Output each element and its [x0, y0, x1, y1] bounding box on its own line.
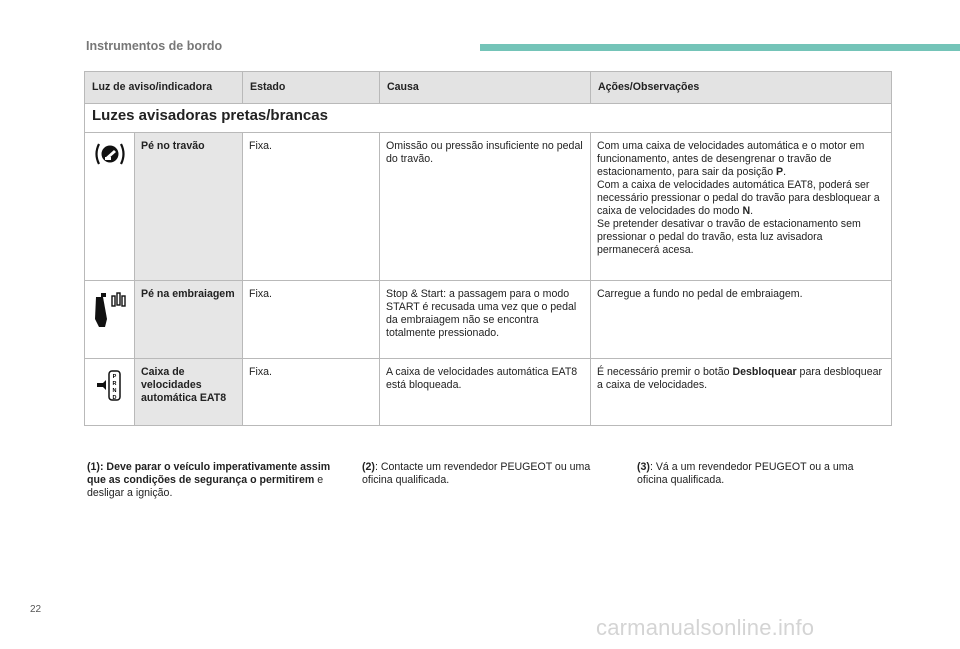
section-accent-bar — [480, 44, 960, 51]
light-name: Pé no travão — [135, 133, 243, 281]
column-header-light: Luz de aviso/indicadora — [85, 72, 243, 104]
action-text: Com a caixa de velocidades automática EAT8, poderá ser necessário pressionar o pedal do travão para desbloquear a caixa de velocidades do modo — [597, 179, 880, 217]
foot-on-clutch-icon — [93, 289, 127, 329]
action-text: . — [783, 166, 787, 178]
footnote-1 — [87, 461, 339, 500]
table-row — [85, 359, 892, 426]
foot-on-brake-icon — [93, 141, 127, 167]
action-text: para desbloquear a caixa de velocidades. — [597, 366, 883, 391]
gearbox-locked-icon — [93, 367, 127, 403]
action-bold: P — [776, 166, 784, 178]
table-header-row — [85, 72, 892, 104]
group-header-row — [85, 104, 892, 133]
icon-cell — [85, 281, 135, 359]
footnote-text: : Vá a um revendedor PEUGEOT ou a uma oficina qualificada. — [637, 461, 854, 486]
icon-cell — [85, 359, 135, 426]
watermark: carmanualsonline.info — [596, 615, 815, 640]
footnote-text: : Contacte um revendedor PEUGEOT ou uma oficina qualificada. — [362, 461, 591, 486]
footnote-mark: (2) — [362, 461, 375, 473]
gear-letter: N — [112, 388, 116, 394]
light-action: Carregue a fundo no pedal de embraiagem. — [591, 281, 892, 359]
footnote-mark: (3) — [637, 461, 650, 473]
column-header-actions: Ações/Observações — [591, 72, 892, 104]
footnote-bold: : Deve parar o veículo imperativamente assim que as condições de segurança o permitirem — [87, 461, 331, 486]
page-number: 22 — [30, 604, 42, 615]
action-bold: Desbloquear — [732, 366, 797, 378]
footnote-2 — [362, 461, 612, 487]
group-title: Luzes avisadoras pretas/brancas — [85, 104, 892, 133]
light-action — [591, 359, 892, 426]
warning-lights-table — [84, 71, 892, 426]
light-name: Pé na embraiagem — [135, 281, 243, 359]
icon-cell — [85, 133, 135, 281]
light-name: Caixa de velocidades automática EAT8 — [135, 359, 243, 426]
action-bold: N — [742, 205, 751, 217]
light-state: Fixa. — [243, 359, 380, 426]
table-row — [85, 281, 892, 359]
light-cause: A caixa de velocidades automática EAT8 está bloqueada. — [380, 359, 591, 426]
light-state: Fixa. — [243, 133, 380, 281]
section-title: Instrumentos de bordo — [86, 39, 223, 53]
light-action — [591, 133, 892, 281]
gear-letter: P — [112, 374, 116, 380]
footnote-3 — [637, 461, 887, 487]
footnote-mark: (1) — [87, 461, 100, 473]
table-row — [85, 133, 892, 281]
light-state: Fixa. — [243, 281, 380, 359]
action-text: . — [750, 205, 754, 217]
action-text: É necessário premir o botão — [597, 366, 733, 378]
light-cause: Omissão ou pressão insuficiente no pedal do travão. — [380, 133, 591, 281]
gear-letter: R — [112, 381, 116, 387]
action-text: Se pretender desativar o travão de estacionamento sem pressionar o pedal do travão, esta luz avisadora permanecerá acesa. — [597, 218, 861, 256]
action-text: Com uma caixa de velocidades automática e o motor em funcionamento, antes de desengrenar o travão de estacionamento, para sair da posição — [597, 140, 865, 178]
column-header-cause: Causa — [380, 72, 591, 104]
footnote-text: e desligar a ignição. — [87, 474, 324, 499]
gear-letter: D — [112, 395, 116, 401]
column-header-state: Estado — [243, 72, 380, 104]
light-cause: Stop & Start: a passagem para o modo START é recusada uma vez que o pedal da embraiagem não se encontra totalmente pressionado. — [380, 281, 591, 359]
